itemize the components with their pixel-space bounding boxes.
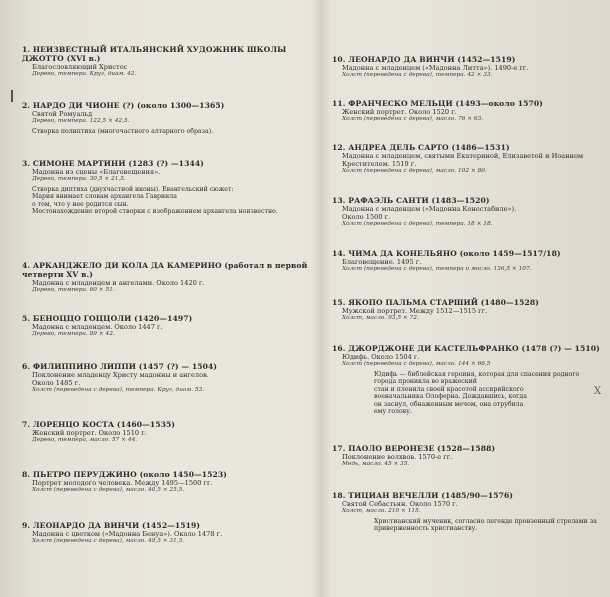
catalog-entry-14 — [332, 249, 600, 274]
catalog-entry-3 — [22, 159, 322, 216]
margin-handwritten-mark: Х — [594, 386, 602, 397]
entry-title: Мадонна с младенцем. Около 1447 г. — [32, 323, 163, 331]
entry-heading: 7. ЛОРЕНЦО КОСТА (1460—1535) — [22, 420, 176, 429]
catalog-entry-12 — [332, 143, 600, 176]
entry-title: Святой Себастьян. Около 1570 г. — [342, 500, 458, 508]
catalog-entry-2 — [22, 101, 322, 135]
entry-heading: 1. НЕИЗВЕСТНЫЙ ИТАЛЬЯНСКИЙ ХУДОЖНИК ШКОЛЫ ДЖОТТО (XVI в.) — [22, 45, 287, 63]
entry-medium: Холст, масло. 93,5 × 72. — [342, 315, 419, 321]
catalog-entry-17 — [332, 444, 600, 469]
entry-heading: 10. ЛЕОНАРДО ДА ВИНЧИ (1452—1519) — [332, 55, 516, 64]
entry-title: Мадонна с младенцем, святыми Екатериной, Елизаветой и Иоанном Крестителем. 1519 г. — [342, 152, 584, 168]
entry-heading: 4. АРКАНДЖЕЛО ДИ КОЛА ДА КАМЕРИНО (работал в первой четверти XV в.) — [22, 261, 308, 279]
entry-medium: Дерево, темпера. 60 × 51. — [32, 287, 115, 293]
entry-heading: 18. ТИЦИАН ВЕЧЕЛЛИ (1485/90—1576) — [332, 491, 514, 500]
entry-note: Створка полиптиха (многочастного алтарного образа). — [32, 127, 214, 135]
entry-medium: Холст (переведена с дерева), масло. 102 × 80. — [342, 168, 487, 174]
entry-medium: Дерево, темпера. Круг, диам. 42. — [32, 71, 137, 77]
entry-title: Женский портрет. Около 1510 г. — [32, 429, 147, 437]
catalog-entry-11 — [332, 99, 600, 124]
entry-title: Благовещение. 1495 г. — [342, 258, 422, 266]
entry-medium: Холст (переведена с дерева), темпера и масло. 136,5 × 107. — [342, 266, 532, 272]
entry-title: Мадонна с младенцем («Мадонна Конестабиле»). Около 1500 г. — [342, 205, 517, 221]
margin-tick-mark — [11, 90, 13, 102]
entry-title: Мадонна из сцены «Благовещения». — [32, 168, 161, 176]
entry-medium: Медь, масло. 45 × 35. — [342, 461, 410, 467]
entry-medium: Дерево, темпера, масло. 57 × 44. — [32, 437, 138, 443]
entry-medium: Холст (переведена с дерева), темпера. 42 × 33. — [342, 72, 493, 78]
catalog-entry-4 — [22, 261, 322, 295]
entry-title: Портрет молодого человека. Между 1495—1500 гг. — [32, 479, 213, 487]
entry-medium: Холст (переведена с дерева), масло. 76 × 63. — [342, 116, 484, 122]
entry-heading: 11. ФРАНЧЕСКО МЕЛЬЦИ (1493—около 1570) — [332, 99, 543, 108]
catalog-entry-6 — [22, 362, 322, 395]
entry-note: Створка диптиха (двухчастной иконы). Евангельский сюжет: Мария внимает словам архангела Гавриила о том, что у нее родится сын. Местонахождение второй створки с изображением архангела неизвестно. — [32, 185, 278, 216]
catalog-entry-7 — [22, 420, 322, 445]
entry-medium: Холст (переведена с дерева), масло. 40,5 × 25,5. — [32, 487, 185, 493]
entry-medium: Дерево, темпера. 122,5 × 42,5. — [32, 118, 130, 124]
entry-medium: Холст (переведена с дерева), масло. 144 × 66,5 — [342, 361, 491, 367]
catalog-entry-16 — [332, 344, 600, 416]
entry-heading: 16. ДЖОРДЖОНЕ ДИ КАСТЕЛЬФРАНКО (1478 (?) — 1510) — [332, 344, 600, 353]
entry-title: Мадонна с младенцем и ангелами. Около 1420 г. — [32, 279, 205, 287]
catalog-entry-8 — [22, 470, 322, 495]
entry-title: Женский портрет. Около 1520 г. — [342, 108, 457, 116]
entry-heading: 6. ФИЛИППИНО ЛИППИ (1457 (?) — 1504) — [22, 362, 218, 371]
entry-medium: Дерево, темпера. 30,5 × 21,5. — [32, 176, 126, 182]
catalog-entry-5 — [22, 314, 322, 339]
entry-heading: 17. ПАОЛО ВЕРОНЕЗЕ (1528—1588) — [332, 444, 496, 453]
entry-medium: Холст, масло. 210 × 115. — [342, 508, 421, 514]
entry-heading: 15. ЯКОПО ПАЛЬМА СТАРШИЙ (1480—1528) — [332, 298, 539, 307]
entry-title: Поклонение младенцу Христу мадонны и ангелов. Около 1485 г. — [32, 371, 209, 387]
entry-title: Поклонение волхвов. 1570-е гг. — [342, 453, 453, 461]
entry-title: Юдифь. Около 1504 г. — [342, 353, 420, 361]
entry-title: Святой Ромуальд — [32, 110, 93, 118]
entry-title: Благословляющий Христос — [32, 63, 128, 71]
catalog-entry-10 — [332, 55, 600, 80]
entry-heading: 12. АНДРЕА ДЕЛЬ САРТО (1486—1531) — [332, 143, 510, 152]
entry-title: Мадонна с цветком («Мадонна Бенуа»). Около 1478 г. — [32, 530, 223, 538]
entry-heading: 14. ЧИМА ДА КОНЕЛЬЯНО (около 1459—1517/18) — [332, 249, 561, 258]
entry-note: Юдифь — библейская героиня, которая для спасения родного города проникла во вражеский стан и пленила своей красотой ассирийского военачальника Олоферна. Дождавшись, когда он заснул, обнаженным мечом, она отрубила ему голову. — [374, 370, 580, 416]
catalog-entry-18 — [332, 491, 600, 533]
catalog-entry-1 — [22, 45, 322, 79]
entry-heading: 3. СИМОНЕ МАРТИНИ (1283 (?) —1344) — [22, 159, 204, 168]
entry-heading: 2. НАРДО ДИ ЧИОНЕ (?) (около 1300—1365) — [22, 101, 225, 110]
entry-heading: 13. РАФАЭЛЬ САНТИ (1483—1520) — [332, 196, 490, 205]
catalog-entry-15 — [332, 298, 600, 323]
page-fold — [313, 0, 331, 597]
entry-medium: Дерево, темпера. 89 × 42. — [32, 331, 115, 337]
catalog-entry-9 — [22, 521, 322, 546]
entry-heading: 9. ЛЕОНАРДО ДА ВИНЧИ (1452—1519) — [22, 521, 201, 530]
entry-title: Мадонна с младенцем («Мадонна Литта»). 1490-е гг. — [342, 64, 529, 72]
catalog-entry-13 — [332, 196, 600, 229]
entry-heading: 5. БЕНОЦЦО ГОЦЦОЛИ (1420—1497) — [22, 314, 193, 323]
entry-title: Мужской портрет. Между 1512—1515 гг. — [342, 307, 488, 315]
entry-heading: 8. ПЬЕТРО ПЕРУДЖИНО (около 1450—1523) — [22, 470, 227, 479]
entry-medium: Холст (переведена с дерева), темпера. 18 × 18. — [342, 221, 493, 227]
entry-medium: Холст (переведена с дерева), темпера. Круг, диам. 53. — [32, 387, 205, 393]
entry-medium: Холст (переведена с дерева), масло. 49,5 × 31,5. — [32, 538, 185, 544]
entry-note: Христианский мученик, согласно легенде пронзенный стрелами за приверженность христианству. — [374, 517, 597, 533]
